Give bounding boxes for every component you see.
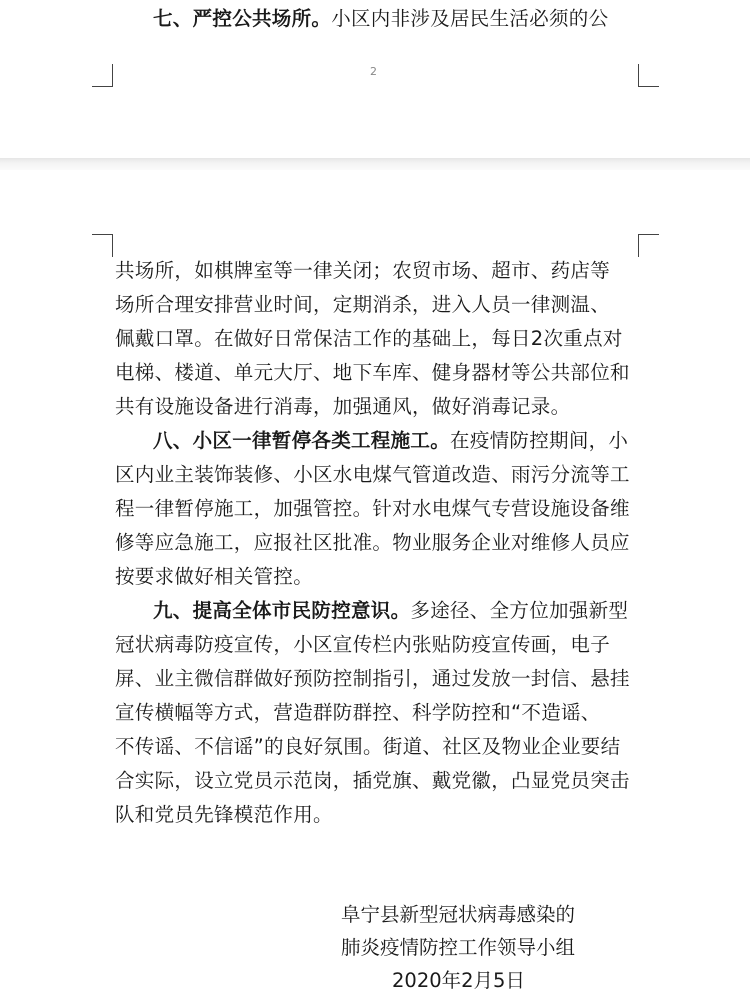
signature-org-line2: 肺炎疫情防控工作领导小组 bbox=[341, 936, 576, 959]
section9-text: 多途径、全方位加强新型 bbox=[410, 599, 629, 622]
margin-corner-top-right bbox=[638, 234, 659, 257]
section8-first-line bbox=[153, 426, 628, 455]
section9-line: 屏、业主微信群做好预防控制指引，通过发放一封信、悬挂 bbox=[115, 667, 630, 690]
body-line: 场所合理安排营业时间，定期消杀，进入人员一律测温、 bbox=[115, 293, 611, 316]
section8-text: 在疫情防控期间，小 bbox=[450, 429, 629, 452]
page-number: 2 bbox=[370, 65, 377, 78]
margin-corner-top-left bbox=[92, 234, 113, 257]
section9-line: 合实际，设立党员示范岗，插党旗、戴党徽，凸显党员突击 bbox=[115, 769, 630, 792]
section8-heading: 八、小区一律暂停各类工程施工。 bbox=[153, 429, 451, 452]
section8-line: 程一律暂停施工，加强管控。针对水电煤气专营设施设备维 bbox=[115, 497, 630, 520]
section7-text: 小区内非涉及居民生活必须的公 bbox=[331, 7, 609, 30]
section9-line: 冠状病毒防疫宣传，小区宣传栏内张贴防疫宣传画，电子 bbox=[115, 633, 611, 656]
page-2-bottom bbox=[0, 0, 750, 158]
body-line: 共场所，如棋牌室等一律关闭；农贸市场、超市、药店等 bbox=[115, 259, 611, 282]
section9-line: 队和党员先锋模范作用。 bbox=[115, 803, 333, 826]
body-line: 佩戴口罩。在做好日常保洁工作的基础上，每日2次重点对 bbox=[115, 327, 623, 350]
section9-line: 宣传横幅等方式，营造群防群控、科学防控和“不造谣、 bbox=[115, 701, 601, 724]
section8-line: 区内业主装饰装修、小区水电煤气管道改造、雨污分流等工 bbox=[115, 463, 630, 486]
section7-first-line bbox=[153, 4, 608, 33]
section8-line: 按要求做好相关管控。 bbox=[115, 565, 314, 588]
section7-heading: 七、严控公共场所。 bbox=[153, 7, 332, 30]
section9-first-line bbox=[153, 596, 628, 625]
section9-line: 不传谣、不信谣”的良好氛围。街道、社区及物业企业要结 bbox=[115, 735, 621, 758]
body-line: 共有设施设备进行消毒，加强通风，做好消毒记录。 bbox=[115, 395, 571, 418]
margin-corner-bottom-right bbox=[638, 64, 659, 87]
section9-heading: 九、提高全体市民防控意识。 bbox=[153, 599, 411, 622]
page-break bbox=[0, 158, 750, 170]
section8-line: 修等应急施工，应报社区批准。物业服务企业对维修人员应 bbox=[115, 531, 630, 554]
signature-org-line1: 阜宁县新型冠状病毒感染的 bbox=[341, 903, 576, 926]
body-line: 电梯、楼道、单元大厅、地下车库、健身器材等公共部位和 bbox=[115, 361, 630, 384]
signature-date: 2020年2月5日 bbox=[392, 969, 525, 992]
margin-corner-bottom-left bbox=[92, 64, 113, 87]
